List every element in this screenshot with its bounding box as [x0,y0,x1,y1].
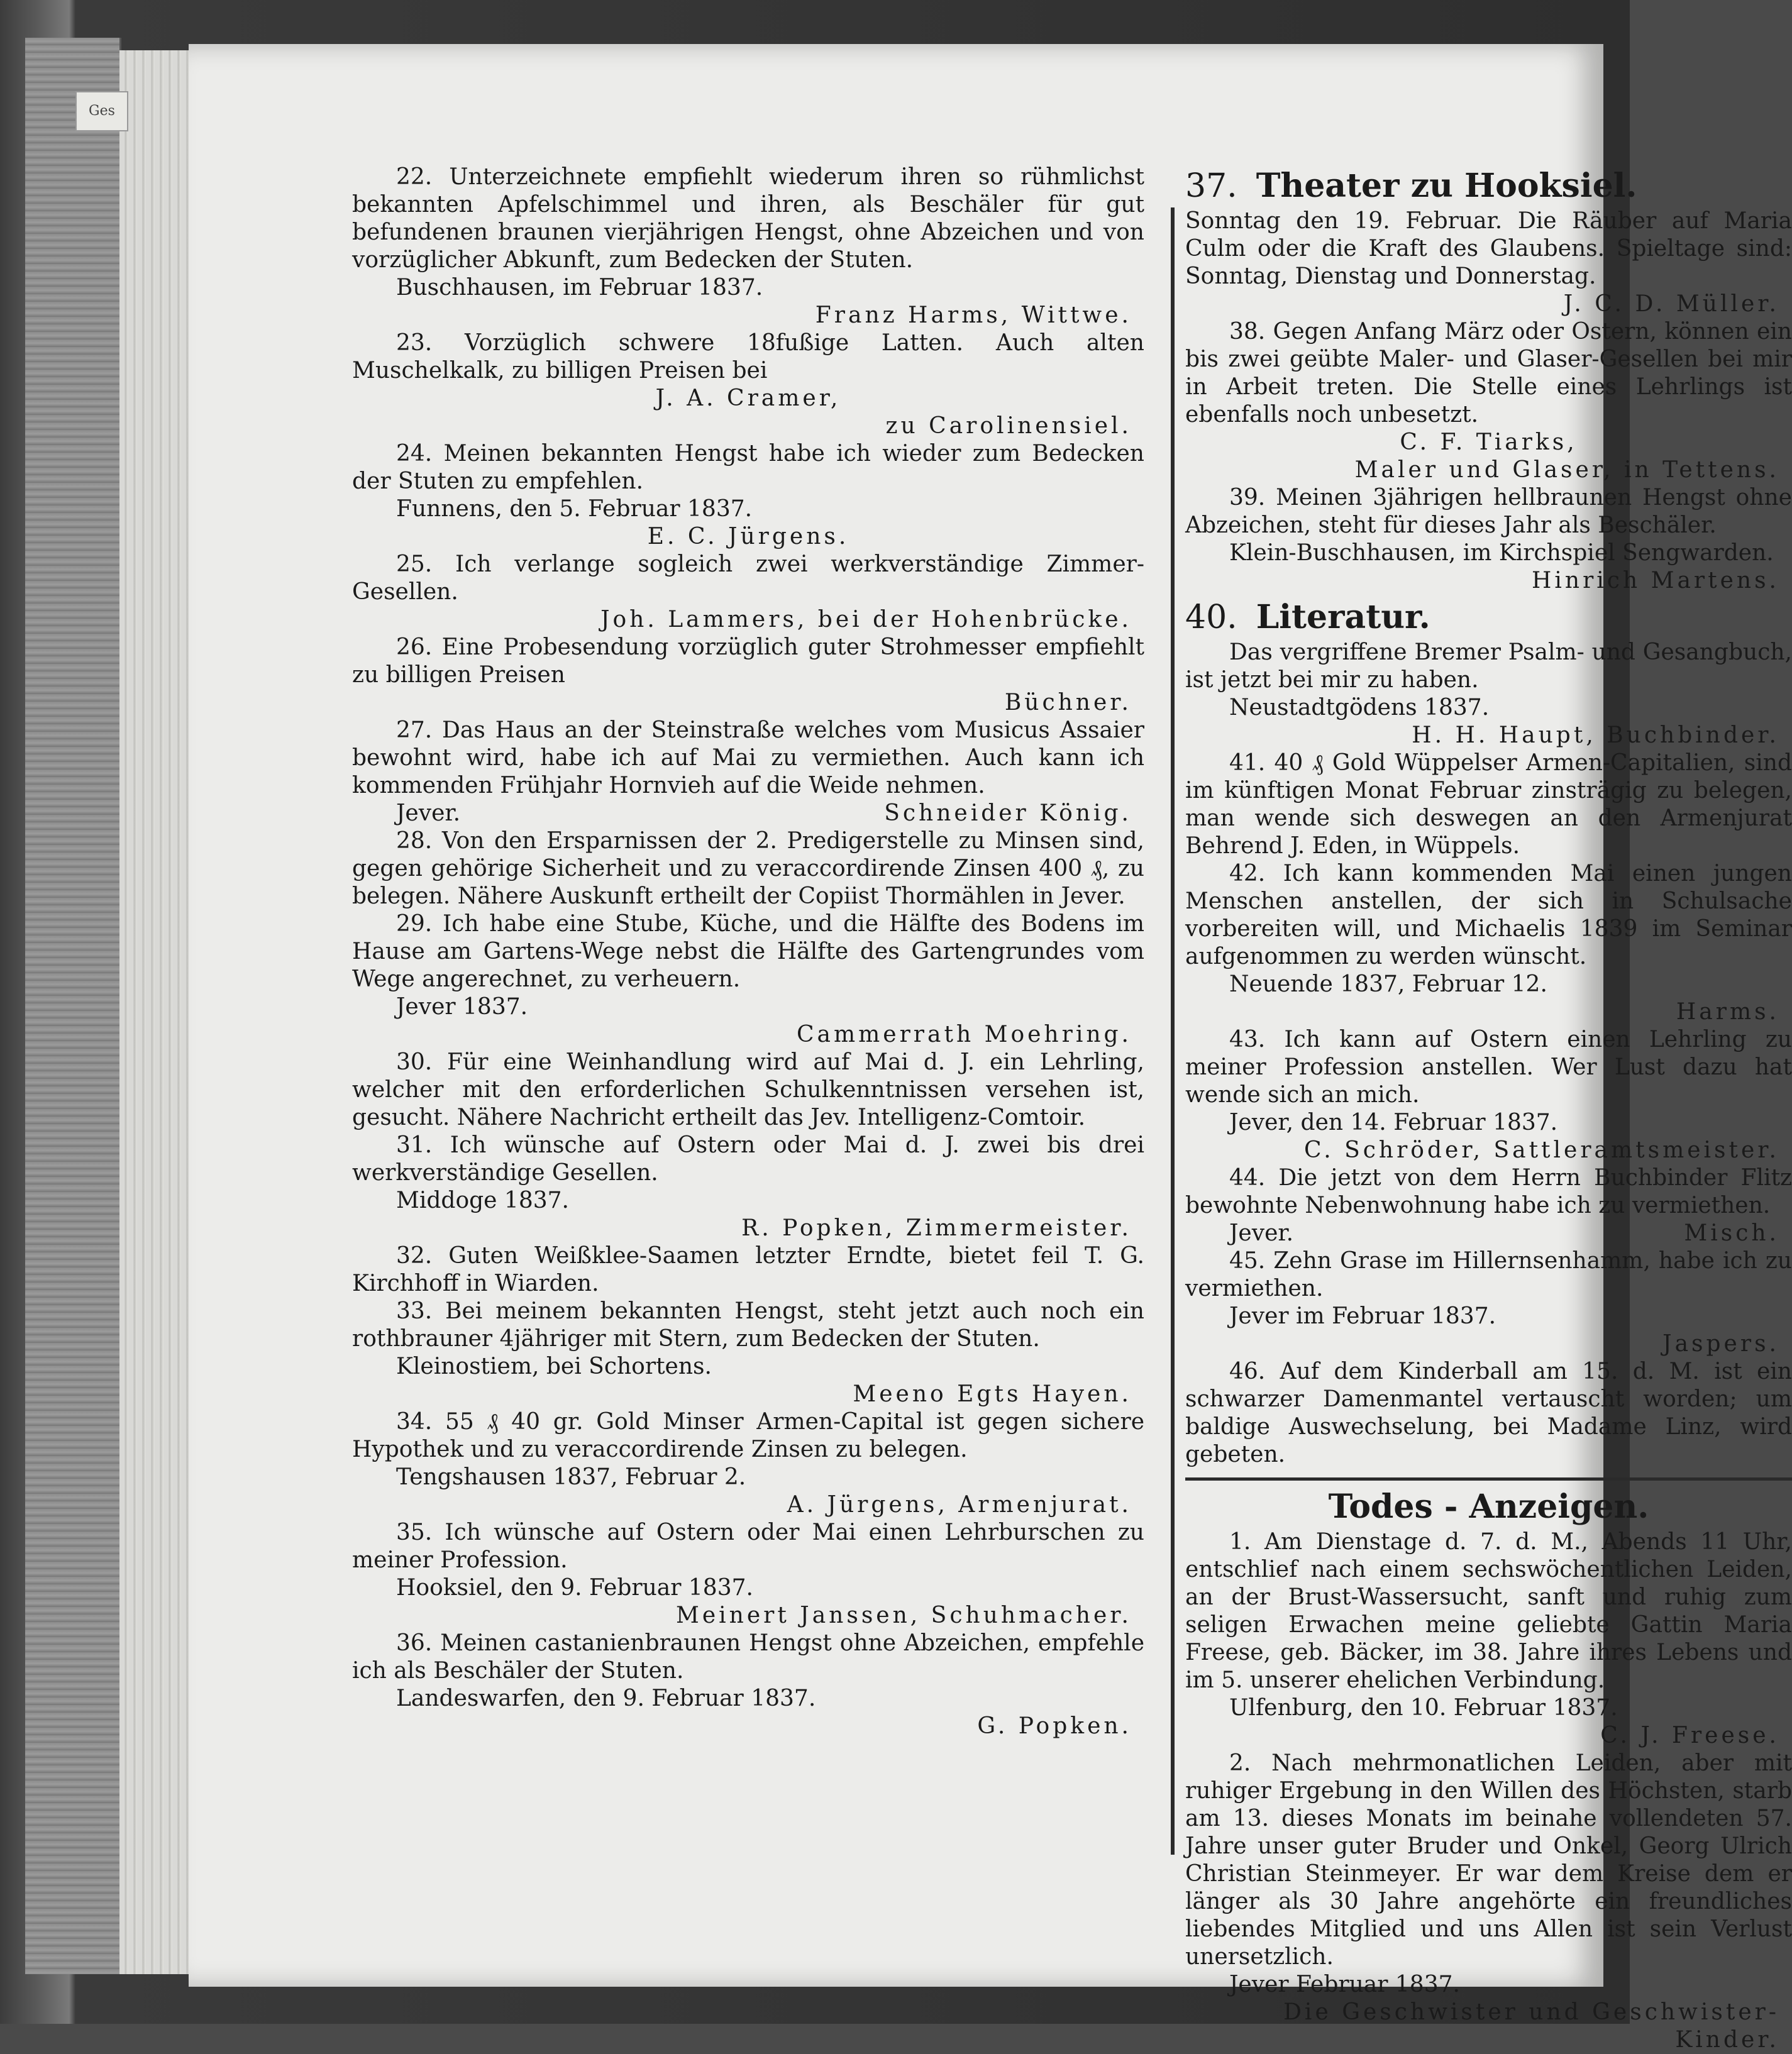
notice-paragraph: Sonntag den 19. Februar. Die Räuber auf Maria Culm oder die Kraft des Glaubens. Spieltage sind: Sonntag, Dienstag und Donnerstag. [1185,208,1792,289]
signature: Meinert Janssen, Schuhmacher. [675,1603,1132,1628]
notice-paragraph: 43. Ich kann auf Ostern einen Lehrling zu meiner Profession anstellen. Wer Lust dazu hat wende sich an mich. [1185,1027,1792,1108]
notice-paragraph: 36. Meinen castanienbraunen Hengst ohne Abzeichen, empfehle ich als Beschäler der Stuten. [352,1630,1144,1684]
column-divider [1171,207,1175,1855]
signature: zu Carolinensiel. [885,413,1132,439]
notice-paragraph: 26. Eine Probesendung vorzüglich guter Strohmesser empfiehlt zu billigen Preisen [352,634,1144,688]
signature: Harms. [1676,999,1779,1025]
place-and-signature [352,800,1144,827]
place-date-line: Middoge 1837. [396,1188,569,1213]
notice-paragraph: 30. Für eine Weinhandlung wird auf Mai d. J. ein Lehrling, welcher mit den erforderlichen Schulkenntnissen versehen ist, gesucht. Nähere Nachricht ertheilt das Jev. Intelligenz-Comtoir. [352,1049,1144,1130]
signature: Cammerrath Moehring. [797,1022,1132,1047]
signature: Maler und Glaser, in Tettens. [1354,457,1779,483]
signature: Hinrich Martens. [1531,568,1779,594]
notice-paragraph: 45. Zehn Grase im Hillernsenhamm, habe ich zu vermiethen. [1185,1248,1792,1301]
place-and-signature [1185,1220,1792,1247]
section-heading [1185,166,1792,206]
notice-paragraph: 35. Ich wünsche auf Ostern oder Mai einen Lehrburschen zu meiner Profession. [352,1520,1144,1573]
notice-paragraph: 44. Die jetzt von dem Herrn Buchbinder Flitz bewohnte Nebenwohnung habe ich zu vermiethen. [1185,1165,1792,1218]
section-heading: Todes - Anzeigen. [1328,1488,1649,1526]
notice-paragraph: 28. Von den Ersparnissen der 2. Predigerstelle zu Minsen sind, gegen gehörige Sicherheit und zu veraccordirende Zinsen 400 ₰, zu belegen. Nähere Auskunft ertheilt der Copiist Thormählen in Jever. [352,828,1144,909]
notice-paragraph: Das vergriffene Bremer Psalm- und Gesangbuch, ist jetzt bei mir zu haben. [1185,639,1792,693]
signature: C. Schröder, Sattleramtsmeister. [1303,1137,1779,1163]
signature: C. F. Tiarks, [1400,429,1578,455]
signature: C. J. Freese. [1600,1723,1779,1748]
place-date-line: Funnens, den 5. Februar 1837. [396,496,753,522]
signature: Joh. Lammers, bei der Hohenbrücke. [600,607,1132,632]
signature: Jaspers. [1662,1331,1779,1357]
place-date-line: Ulfenburg, den 10. Februar 1837. [1229,1695,1618,1721]
place-date-line: Neustadtgödens 1837. [1229,695,1490,721]
signature: G. Popken. [977,1713,1132,1739]
place-date-line: Buschhausen, im Februar 1837. [396,275,763,301]
notice-paragraph: 24. Meinen bekannten Hengst habe ich wieder zum Bedecken der Stuten zu empfehlen. [352,441,1144,494]
book-binding [25,38,121,1974]
newspaper-page [189,44,1792,2053]
left-column [352,163,1144,1740]
heading-text: Literatur. [1256,598,1430,636]
place-line: Jever. [396,800,461,826]
notice-paragraph: 34. 55 ₰ 40 gr. Gold Minser Armen-Capital ist gegen sichere Hypothek und zu veraccordirende Zinsen zu belegen. [352,1409,1144,1462]
signature: Büchner. [1004,690,1132,715]
section-rule [1185,1477,1792,1481]
notice-paragraph: 29. Ich habe eine Stube, Küche, und die Hälfte des Bodens im Hause am Gartens-Wege nebst die Hälfte des Gartengrundes vom Wege angerechnet, zu verheuern. [352,911,1144,992]
place-date-line: Jever Februar 1837. [1229,1972,1460,1997]
notice-paragraph: 38. Gegen Anfang März oder Ostern, können ein bis zwei geübte Maler- und Glaser-Gesellen bei mir in Arbeit treten. Die Stelle eines Lehrlings ist ebenfalls noch unbesetzt. [1185,319,1792,428]
place-date-line: Landeswarfen, den 9. Februar 1837. [396,1686,816,1711]
signature: Franz Harms, Wittwe. [815,302,1132,328]
signature: Schneider König. [884,800,1132,826]
notice-paragraph: 39. Meinen 3jährigen hellbraunen Hengst ohne Abzeichen, steht für dieses Jahr als Beschäler. [1185,485,1792,538]
notice-paragraph: 1. Am Dienstage d. 7. d. M., Abends 11 Uhr, entschlief nach einem sechswöchentlichen Leiden, an der Brust-Wassersucht, sanft und ruhig zum seligen Erwachen meine geliebte Gattin Maria Freese, geb. Bäcker, im 38. Jahre ihres Lebens und im 5. unserer ehelichen Verbindung. [1185,1529,1792,1693]
notice-paragraph: 32. Guten Weißklee-Saamen letzter Erndte, bietet feil T. G. Kirchhoff in Wiarden. [352,1243,1144,1296]
notice-paragraph: 41. 40 ₰ Gold Wüppelser Armen-Capitalien, sind im künftigen Monat Februar zinsträgig zu belegen, man wende sich deswegen an den Armenjurat Behrend J. Eden, in Wüppels. [1185,750,1792,859]
signature: R. Popken, Zimmermeister. [741,1215,1132,1241]
notice-paragraph: 31. Ich wünsche auf Ostern oder Mai d. J. zwei bis drei werkverständige Gesellen. [352,1132,1144,1186]
place-date-line: Neuende 1837, Februar 12. [1229,971,1547,997]
signature: H. H. Haupt, Buchbinder. [1412,722,1779,748]
page-tab: Ges [75,91,128,131]
notice-paragraph: 46. Auf dem Kinderball am 15. d. M. ist ein schwarzer Damenmantel vertauscht worden; um baldige Auswechselung, bei Madame Linz, wird gebeten. [1185,1359,1792,1467]
section-heading [1185,597,1792,638]
signature: Die Geschwister und Geschwister-Kinder. [1283,1999,1779,2053]
item-number: 37. [1185,167,1237,205]
place-date-line: Jever im Februar 1837. [1229,1303,1496,1329]
signature: J. A. Cramer, [655,385,841,411]
signature: J. C. D. Müller. [1563,291,1779,317]
signature: E. C. Jürgens. [647,524,849,549]
right-column [1185,163,1792,2054]
notice-paragraph: 27. Das Haus an der Steinstraße welches vom Musicus Assaier bewohnt wird, habe ich auf Mai zu vermiethen. Auch kann ich kommenden Frühjahr Hornvieh auf die Weide nehmen. [352,717,1144,798]
place-date-line: Kleinostiem, bei Schortens. [396,1354,712,1379]
notice-paragraph: 22. Unterzeichnete empfiehlt wiederum ihren so rühmlichst bekannten Apfelschimmel und ihren, als Beschäler für gut befundenen braunen vierjährigen Hengst, ohne Abzeichen und von vorzüglicher Abkunft, zum Bedecken der Stuten. [352,164,1144,273]
place-date-line: Tengshausen 1837, Februar 2. [396,1464,746,1490]
signature: Meeno Egts Hayen. [853,1381,1132,1407]
notice-paragraph: 25. Ich verlange sogleich zwei werkverständige Zimmer-Gesellen. [352,551,1144,605]
place-date-line: Jever 1837. [396,994,528,1020]
signature: Misch. [1684,1220,1779,1246]
item-number: 40. [1185,599,1237,636]
heading-text: Theater zu Hooksiel. [1256,167,1637,205]
notice-paragraph: 33. Bei meinem bekannten Hengst, steht jetzt auch noch ein rothbrauner 4jähriger mit Stern, zum Bedecken der Stuten. [352,1298,1144,1352]
place-date-line: Jever, den 14. Februar 1837. [1229,1110,1558,1135]
page-edges [119,50,195,1974]
notice-paragraph: 2. Nach mehrmonatlichen Leiden, aber mit ruhiger Ergebung in den Willen des Höchsten, starb am 13. dieses Monats im beinahe vollendeten 57. Jahre unser guter Bruder und Onkel, Georg Ulrich Christian Steinmeyer. Er war dem Kreise dem er länger als 30 Jahre angehörte ein freundliches liebendes Mitglied und uns Allen ist sein Verlust unersetzlich. [1185,1750,1792,1970]
notice-paragraph: 42. Ich kann kommenden Mai einen jungen Menschen anstellen, der sich in Schulsache vorbereiten will, und Michaelis 1839 im Seminar aufgenommen zu werden wünscht. [1185,861,1792,969]
place-line: Jever. [1229,1220,1294,1246]
place-date-line: Hooksiel, den 9. Februar 1837. [396,1575,753,1601]
signature: A. Jürgens, Armenjurat. [787,1492,1132,1518]
place-date-line: Klein-Buschhausen, im Kirchspiel Sengwarden. [1229,540,1774,566]
notice-paragraph: 23. Vorzüglich schwere 18fußige Latten. Auch alten Muschelkalk, zu billigen Preisen bei [352,330,1144,384]
